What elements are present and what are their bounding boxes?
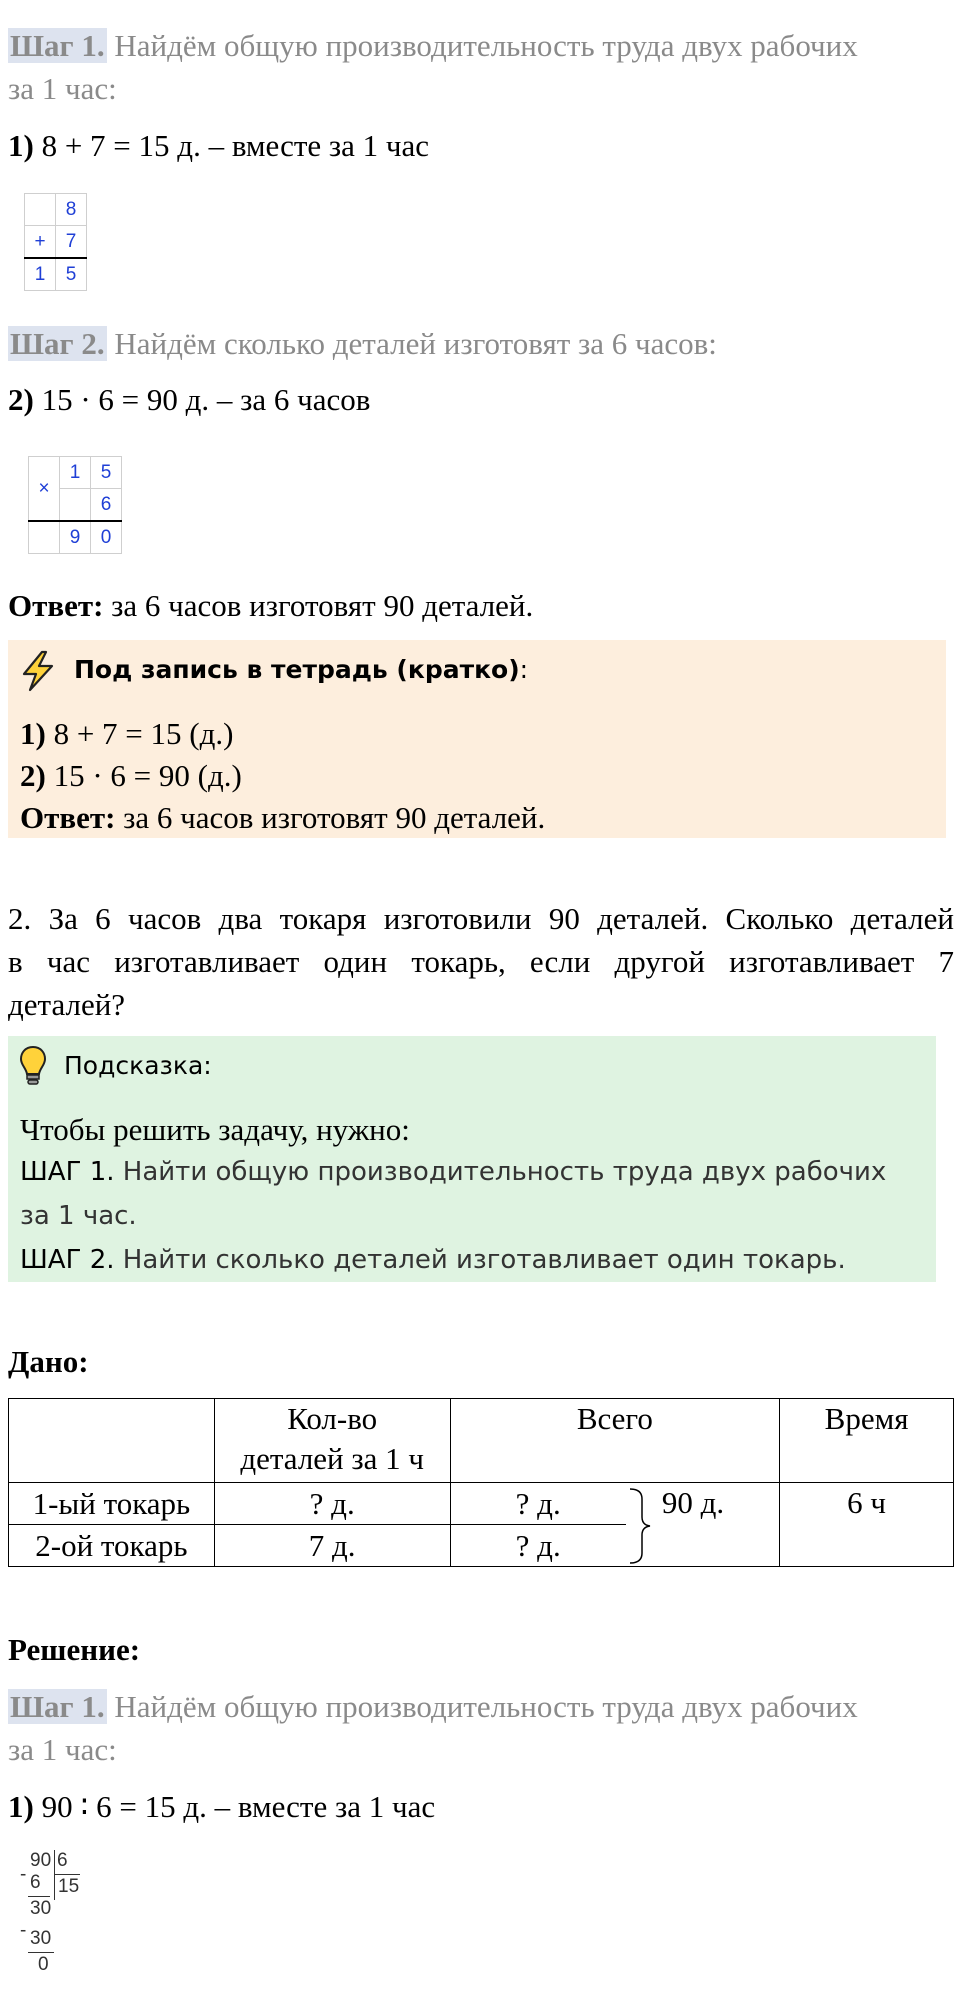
given-title: Дано: — [8, 1344, 89, 1379]
hint-step2 — [20, 1238, 846, 1282]
note-line-1 — [20, 712, 233, 755]
solution-step1-label: Шаг 1. — [10, 1689, 105, 1724]
eq-number: 1) — [8, 1789, 34, 1824]
digit: 8 — [56, 194, 87, 226]
solution-title: Решение: — [8, 1632, 141, 1667]
header-rate-l1: Кол-во — [287, 1401, 378, 1436]
row-time: 6 ч — [780, 1483, 954, 1567]
notebook-box — [8, 640, 946, 838]
dividend: 90 — [30, 1850, 52, 1871]
step2-heading — [8, 322, 717, 365]
eq-expression: 15 · 6 = 90 — [33, 382, 178, 417]
hint-intro: Чтобы решить задачу, нужно: — [20, 1112, 410, 1147]
note-line-2 — [20, 754, 242, 797]
multiplication-grid — [28, 456, 122, 554]
remainder: 30 — [30, 1898, 52, 1919]
sum-cell — [626, 1483, 780, 1567]
eq-number: 2) — [20, 758, 46, 793]
note-colon: : — [519, 655, 529, 684]
header-rate — [214, 1399, 450, 1483]
step1-text: Найдём общую производительность труда двух рабочих — [106, 28, 858, 63]
long-division — [20, 1850, 90, 2000]
eq-expression: 90 ∶ 6 = 15 — [33, 1789, 176, 1824]
sum-value: 90 д. — [661, 1485, 725, 1520]
eq-number: 1) — [8, 128, 34, 163]
digit: 9 — [60, 521, 91, 554]
quotient: 15 — [58, 1876, 80, 1897]
eq-note: д. – за 6 часов — [177, 382, 371, 417]
task2-line-2: в час изготавливает один токарь, если другой изготавливает 7 — [8, 944, 954, 979]
division-line — [28, 1896, 50, 1897]
digit: 5 — [56, 258, 87, 291]
hint-step1-text: Найти общую производительность труда двух рабочих — [114, 1157, 887, 1187]
solution-step1-text: Найдём общую производительность труда двух рабочих — [106, 1689, 858, 1724]
header-rate-l2: деталей за 1 ч — [240, 1441, 424, 1476]
eq-expression: 15 · 6 = 90 (д.) — [45, 758, 242, 793]
eq-expression: 8 + 7 = 15 (д.) — [45, 716, 234, 751]
minus-sign: - — [20, 1864, 27, 1885]
hint-step1-cont: за 1 час. — [20, 1201, 137, 1231]
minus-sign: - — [20, 1920, 27, 1941]
eq-number: 1) — [20, 716, 46, 751]
note-title — [74, 650, 528, 690]
note-answer — [20, 796, 545, 839]
brace-icon — [628, 1487, 654, 1565]
hint-step2-text: Найти сколько деталей изготавливает один токарь. — [114, 1245, 846, 1275]
digit: 5 — [91, 457, 122, 489]
row-name: 1-ый токарь — [9, 1483, 215, 1525]
remainder: 0 — [38, 1954, 49, 1975]
step2-equation — [8, 378, 370, 421]
digit: 1 — [60, 457, 91, 489]
step2-label: Шаг 2. — [10, 326, 105, 361]
digit: 1 — [25, 258, 56, 291]
eq-number: 2) — [8, 382, 34, 417]
step1-heading — [8, 24, 858, 67]
answer-label: Ответ: — [8, 588, 104, 623]
solution-step1-heading — [8, 1685, 858, 1728]
task2-line-1: 2. За 6 часов два токаря изготовили 90 деталей. Сколько деталей — [8, 901, 954, 936]
answer-text: за 6 часов изготовят 90 деталей. — [103, 588, 534, 623]
subtrahend: 30 — [30, 1928, 52, 1949]
solution-step1-cont: за 1 час: — [8, 1732, 117, 1767]
answer-label: Ответ: — [20, 800, 116, 835]
hint-box — [8, 1036, 936, 1282]
header-empty — [9, 1399, 215, 1483]
task2-line-3: деталей? — [8, 987, 126, 1022]
header-total: Всего — [450, 1399, 780, 1483]
answer — [8, 584, 533, 627]
header-time: Время — [780, 1399, 954, 1483]
step1-text-cont: за 1 час: — [8, 71, 117, 106]
lightning-icon — [18, 650, 58, 692]
hint-step1-label: ШАГ 1. — [20, 1157, 115, 1187]
step1-label: Шаг 1. — [10, 28, 105, 63]
row-name: 2-ой токарь — [9, 1525, 215, 1567]
step2-text: Найдём сколько деталей изготовят за 6 часов: — [106, 326, 717, 361]
digit: 0 — [91, 521, 122, 554]
division-line — [28, 1952, 54, 1953]
lightbulb-icon — [18, 1044, 48, 1088]
answer-text: за 6 часов изготовят 90 деталей. — [115, 800, 546, 835]
divisor-line — [54, 1874, 80, 1875]
given-table — [8, 1398, 954, 1567]
digit: 6 — [91, 489, 122, 522]
row-rate: 7 д. — [214, 1525, 450, 1567]
subtrahend: 6 — [30, 1872, 41, 1893]
row-total: ? д. — [450, 1525, 626, 1567]
eq-note: д. – вместе за 1 час — [175, 1789, 436, 1824]
eq-note: д. – вместе за 1 час — [169, 128, 430, 163]
row-total: ? д. — [450, 1483, 626, 1525]
digit: 7 — [56, 226, 87, 259]
hint-step2-label: ШАГ 2. — [20, 1245, 115, 1275]
divisor: 6 — [54, 1850, 68, 1900]
plus-sign: + — [25, 226, 56, 259]
note-title-text: Под запись в тетрадь (кратко) — [74, 655, 520, 684]
hint-step1 — [20, 1150, 886, 1194]
addition-grid — [24, 193, 87, 291]
solution-equation — [8, 1785, 435, 1828]
eq-expression: 8 + 7 = 15 — [33, 128, 170, 163]
hint-title: Подсказка: — [64, 1051, 212, 1080]
times-sign: × — [29, 457, 60, 522]
row-rate: ? д. — [214, 1483, 450, 1525]
step1-equation — [8, 124, 429, 167]
